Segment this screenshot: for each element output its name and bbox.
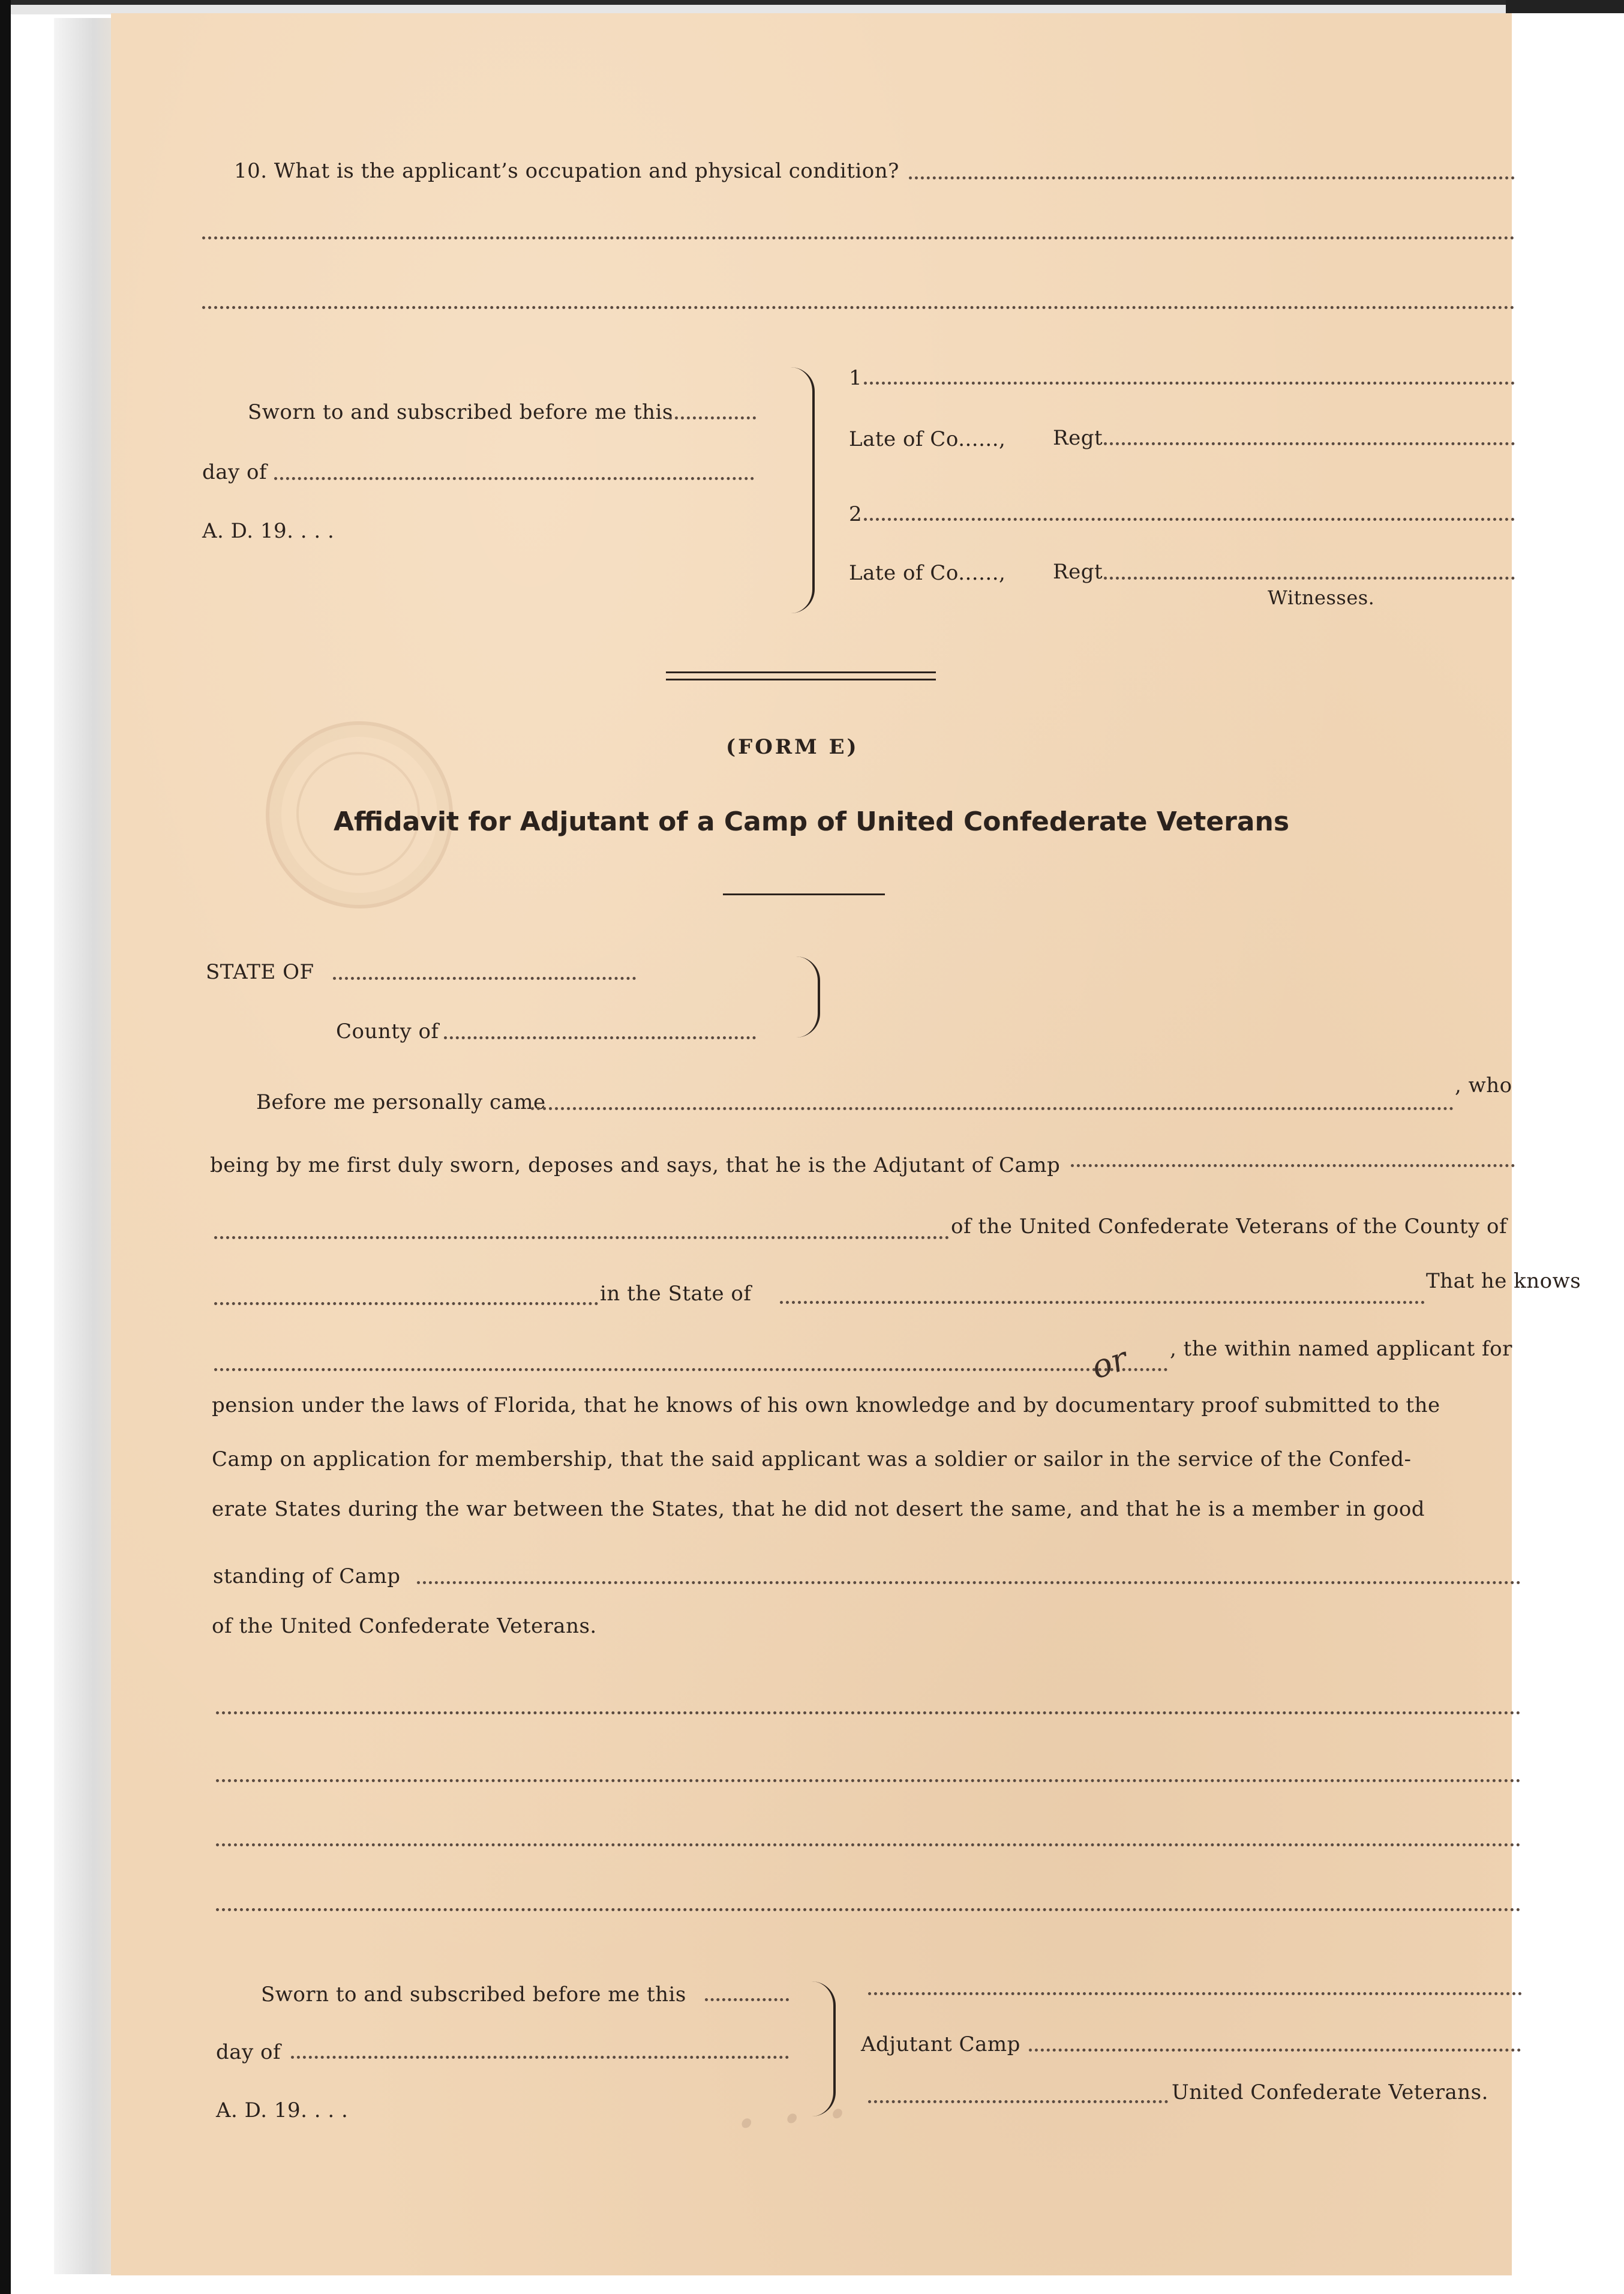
witness-2-name-line[interactable] <box>864 518 1515 521</box>
state-of-line[interactable] <box>333 977 636 980</box>
witness-1-regt-line[interactable] <box>1104 442 1515 445</box>
form-label: (FORM E) <box>726 735 859 759</box>
page-title: Affidavit for Adjutant of a Camp of United Confederate Veterans <box>333 806 1290 837</box>
bottom-oath-ad-label: A. D. 19. . . . <box>216 2098 349 2122</box>
bottom-oath-sworn-text: Sworn to and subscribed before me this <box>261 1983 686 2007</box>
county-of-line[interactable] <box>444 1036 756 1039</box>
ucv-camp-number-line[interactable] <box>868 2100 1168 2103</box>
camp-name-line-2[interactable] <box>214 1236 949 1239</box>
county-name-line[interactable] <box>214 1302 598 1305</box>
state-name-line[interactable] <box>780 1301 1425 1304</box>
adjutant-signature-line[interactable] <box>868 1992 1522 1995</box>
venue-brace <box>796 956 820 1037</box>
blank-line-4[interactable] <box>216 1908 1521 1911</box>
witness-1-name-line[interactable] <box>864 382 1515 385</box>
standing-of-camp-text: standing of Camp <box>213 1564 401 1588</box>
q10-answer-line-2[interactable] <box>202 236 1515 239</box>
that-he-knows-text: That he knows <box>1426 1269 1581 1293</box>
witness-2-regt-label: Regt <box>1053 560 1103 584</box>
of-ucv-text: of the United Confederate Veterans. <box>212 1614 597 1638</box>
scan-border-left <box>0 0 11 2294</box>
witness-1-regt-label: Regt <box>1053 426 1103 450</box>
oath-day-of-line[interactable] <box>274 477 754 480</box>
bottom-oath-day-number-line[interactable] <box>705 1998 789 2001</box>
section-separator-top <box>666 671 936 673</box>
oath-ad-label: A. D. 19. . . . <box>202 519 335 543</box>
question-10: 10. What is the applicant’s occupation and physical condition? <box>234 159 899 183</box>
standing-camp-line[interactable] <box>417 1581 1521 1584</box>
q10-answer-line-1[interactable] <box>909 176 1515 179</box>
witness-2-regt-line[interactable] <box>1104 577 1515 580</box>
bottom-oath-day-of-line[interactable] <box>291 2056 789 2059</box>
bottom-oath-day-of-label: day of <box>216 2040 281 2064</box>
bleed-through-signature: · · · <box>731 2071 854 2167</box>
oath-day-of-label: day of <box>202 460 268 484</box>
known-applicant-line[interactable] <box>214 1368 1168 1371</box>
witnesses-label: Witnesses. <box>1268 586 1375 609</box>
applicant-name-line[interactable] <box>531 1107 1454 1110</box>
witness-1-late-of-co: Late of Co......, <box>849 427 1006 451</box>
title-underline <box>723 893 885 895</box>
who-text: , who <box>1455 1073 1512 1097</box>
body-paragraph-line-3: erate States during the war between the States, that he did not desert the same, and that he is a member in good <box>212 1497 1425 1521</box>
handwritten-correction: or <box>1086 1339 1132 1387</box>
of-ucv-county-text: of the United Confederate Veterans of the County of <box>951 1215 1508 1239</box>
oath-day-number-line[interactable] <box>669 416 756 419</box>
witness-2-late-of-co: Late of Co......, <box>849 561 1006 585</box>
document-page <box>111 13 1581 2275</box>
camp-name-line[interactable] <box>1071 1164 1515 1167</box>
bottom-oath-brace <box>812 1981 836 2116</box>
being-sworn-text: being by me first duly sworn, deposes and says, that he is the Adjutant of Camp <box>210 1153 1061 1177</box>
body-paragraph-line-2: Camp on application for membership, that the said applicant was a soldier or sailor in the service of the Confed- <box>212 1447 1412 1471</box>
witness-1-number: 1 <box>849 366 863 390</box>
body-paragraph-line-1: pension under the laws of Florida, that he knows of his own knowledge and by documentary proof submitted to the <box>212 1393 1440 1417</box>
witness-2-number: 2 <box>849 502 863 526</box>
adjutant-camp-label: Adjutant Camp <box>861 2032 1020 2056</box>
scan-border-right <box>1512 13 1624 2294</box>
blank-line-2[interactable] <box>216 1779 1521 1782</box>
county-of-label: County of <box>336 1019 439 1043</box>
state-of-label: STATE OF <box>206 960 314 984</box>
in-state-of-text: in the State of <box>600 1282 752 1306</box>
oath-sworn-text: Sworn to and subscribed before me this <box>248 400 673 424</box>
adjutant-camp-line[interactable] <box>1029 2049 1521 2052</box>
q10-answer-line-3[interactable] <box>202 306 1515 309</box>
scan-border-top-stripe <box>0 0 1624 5</box>
oath-brace <box>791 367 815 613</box>
sleeve-edge <box>54 18 120 2274</box>
blank-line-3[interactable] <box>216 1843 1521 1846</box>
section-separator-bottom <box>666 679 936 680</box>
ucv-label: United Confederate Veterans. <box>1172 2080 1488 2104</box>
within-named-text: , the within named applicant for <box>1170 1337 1512 1361</box>
before-me-text: Before me personally came <box>256 1090 546 1114</box>
blank-line-1[interactable] <box>216 1711 1521 1714</box>
